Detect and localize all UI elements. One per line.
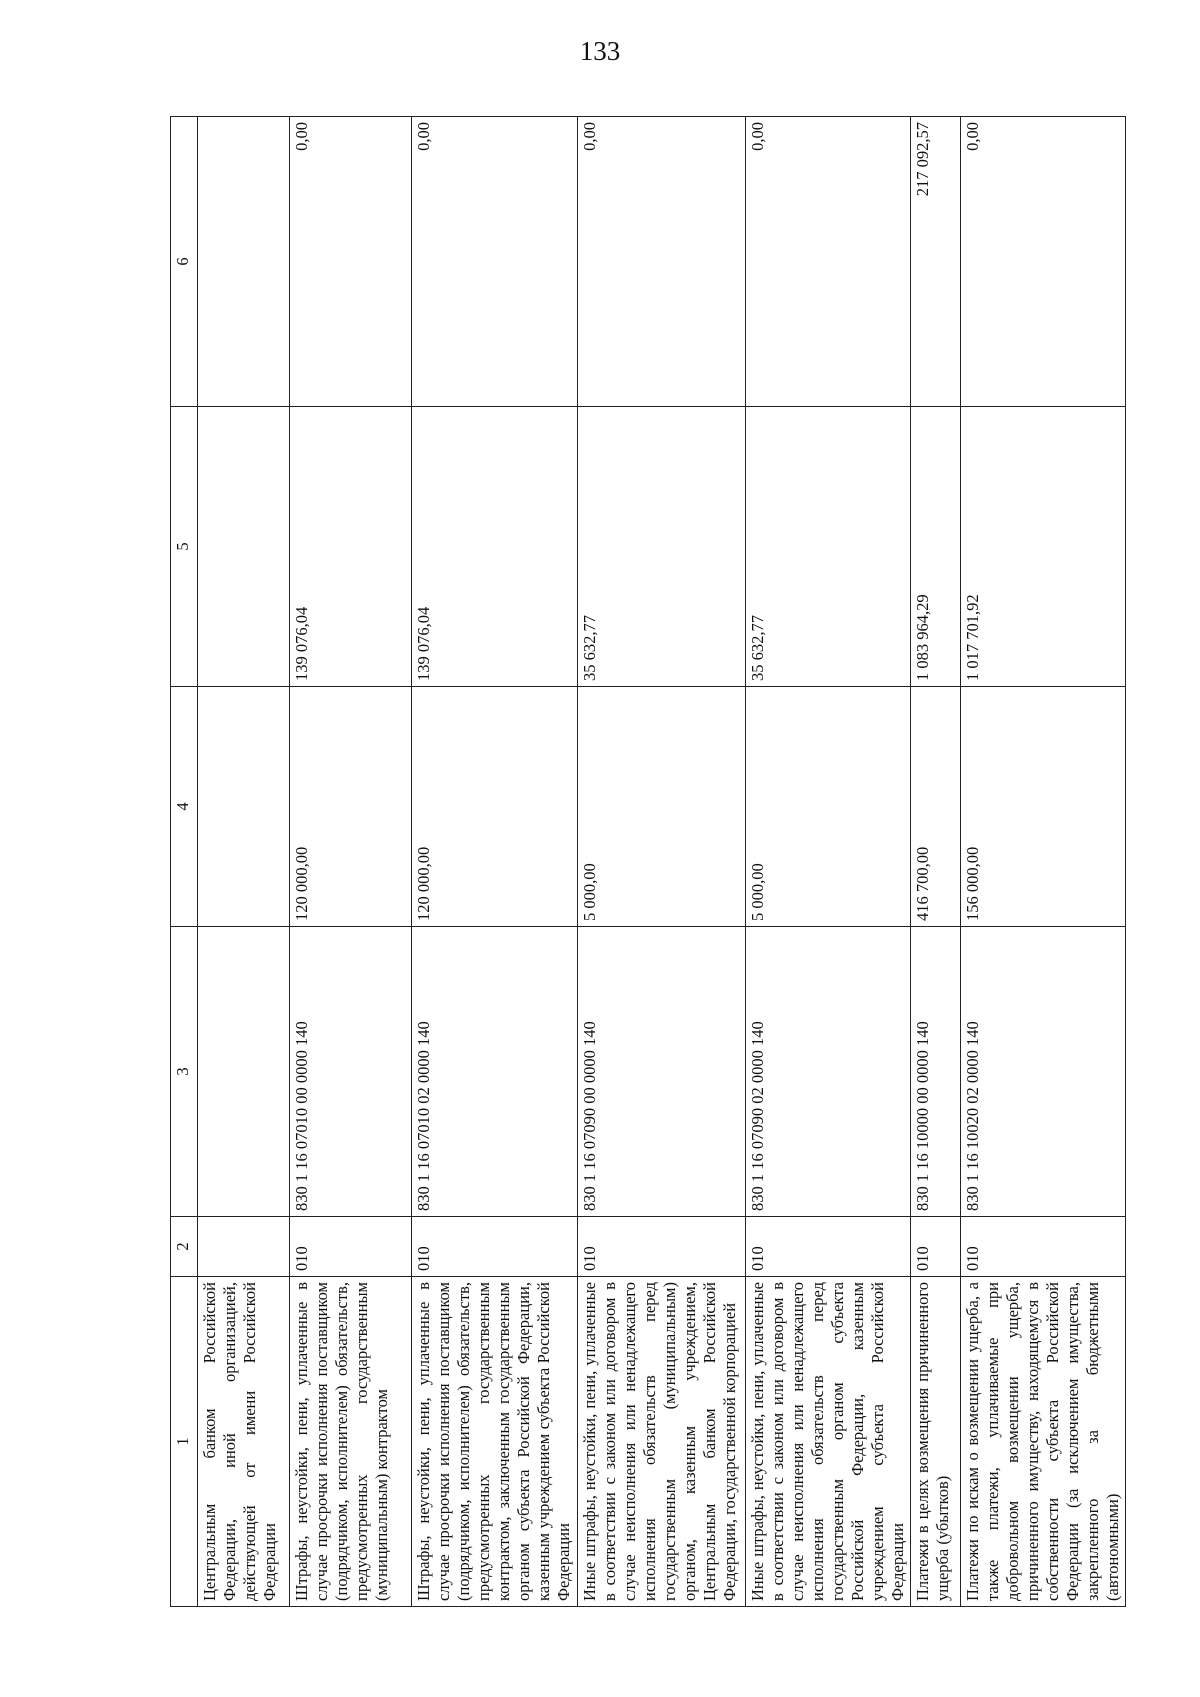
table-row (198, 117, 290, 1607)
row-unexecuted: 0,00 (412, 117, 578, 407)
column-header-1: 1 (171, 1277, 198, 1607)
page-number: 133 (579, 36, 621, 66)
table-row (746, 117, 911, 1607)
income-table (170, 116, 1126, 1607)
row-unexecuted: 217 092,57 (911, 117, 961, 407)
row-name: Центральным банком Российской Федерации, иной организацией, действующей от имени Российской Федерации (198, 1277, 290, 1607)
row-line-code: 010 (290, 1217, 412, 1277)
rotated-table-wrapper (170, 117, 1122, 1607)
row-approved (198, 687, 290, 927)
table-row (412, 117, 578, 1607)
row-executed: 35 632,77 (746, 407, 911, 687)
table-row (961, 117, 1126, 1607)
row-line-code: 010 (578, 1217, 746, 1277)
row-budget-code: 830 1 16 07090 00 0000 140 (578, 927, 746, 1217)
row-unexecuted: 0,00 (961, 117, 1126, 407)
row-executed: 1 017 701,92 (961, 407, 1126, 687)
row-approved: 416 700,00 (911, 687, 961, 927)
row-name: Штрафы, неустойки, пени, уплаченные в случае просрочки исполнения поставщиком (подрядчиком, исполнителем) обязательств, предусмотренных государственным контрактом, заключенным государственным органом субъекта Российской Федерации, казенным учреждением субъекта Российской Федерации (412, 1277, 578, 1607)
row-approved: 156 000,00 (961, 687, 1126, 927)
row-name: Штрафы, неустойки, пени, уплаченные в случае просрочки исполнения поставщиком (подрядчиком, исполнителем) обязательств, предусмотренных государственным (муниципальным) контрактом (290, 1277, 412, 1607)
row-name: Иные штрафы, неустойки, пени, уплаченные в соответствии с законом или договором в случае неисполнения или ненадлежащего исполнения обязательств перед государственным (муниципальным) органом, казенным учреждением, Центральным банком Российской Федерации, государственной корпорацией (578, 1277, 746, 1607)
row-approved: 120 000,00 (290, 687, 412, 927)
row-approved: 5 000,00 (746, 687, 911, 927)
row-unexecuted: 0,00 (290, 117, 412, 407)
row-executed: 139 076,04 (290, 407, 412, 687)
table-row (290, 117, 412, 1607)
row-name: Платежи по искам о возмещении ущерба, а также платежи, уплачиваемые при добровольном возмещении ущерба, причиненного имуществу, находящемуся в собственности субъекта Российской Федерации (за исключением имущества, закрепленного за бюджетными (автономными) (961, 1277, 1126, 1607)
table-row (911, 117, 961, 1607)
row-budget-code: 830 1 16 07010 00 0000 140 (290, 927, 412, 1217)
column-header-2: 2 (171, 1217, 198, 1277)
row-unexecuted: 0,00 (746, 117, 911, 407)
row-line-code: 010 (911, 1217, 961, 1277)
row-executed: 35 632,77 (578, 407, 746, 687)
table-row (578, 117, 746, 1607)
row-executed: 139 076,04 (412, 407, 578, 687)
row-unexecuted (198, 117, 290, 407)
row-unexecuted: 0,00 (578, 117, 746, 407)
header-row (171, 117, 198, 1607)
row-budget-code: 830 1 16 10000 00 0000 140 (911, 927, 961, 1217)
column-header-3: 3 (171, 927, 198, 1217)
row-executed: 1 083 964,29 (911, 407, 961, 687)
row-approved: 5 000,00 (578, 687, 746, 927)
row-line-code: 010 (746, 1217, 911, 1277)
row-budget-code: 830 1 16 07090 02 0000 140 (746, 927, 911, 1217)
row-line-code: 010 (961, 1217, 1126, 1277)
row-line-code: 010 (412, 1217, 578, 1277)
column-header-6: 6 (171, 117, 198, 407)
row-name: Иные штрафы, неустойки, пени, уплаченные в соответствии с законом или договором в случае неисполнения или ненадлежащего исполнения обязательств перед государственным органом субъекта Российской Федерации, казенным учреждением субъекта Российской Федерации (746, 1277, 911, 1607)
row-name: Платежи в целях возмещения причиненного ущерба (убытков) (911, 1277, 961, 1607)
column-header-5: 5 (171, 407, 198, 687)
row-budget-code (198, 927, 290, 1217)
row-line-code (198, 1217, 290, 1277)
row-budget-code: 830 1 16 07010 02 0000 140 (412, 927, 578, 1217)
row-approved: 120 000,00 (412, 687, 578, 927)
column-header-4: 4 (171, 687, 198, 927)
row-budget-code: 830 1 16 10020 02 0000 140 (961, 927, 1126, 1217)
row-executed (198, 407, 290, 687)
